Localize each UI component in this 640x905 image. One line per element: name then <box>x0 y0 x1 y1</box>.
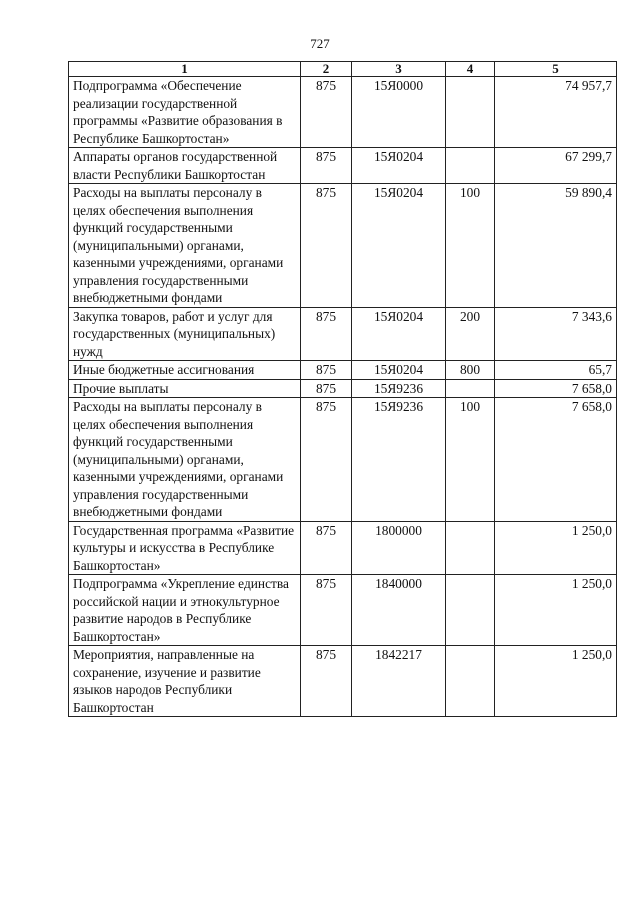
budget-table <box>68 61 617 717</box>
row-name: Расходы на выплаты персоналу в целях обеспечения выполнения функций государственными (муниципальными) органами, казенными учреждениями, органами управления государственными внебюджетными фондами <box>69 398 301 522</box>
row-expense-type <box>446 148 495 184</box>
row-target-code: 15Я0204 <box>352 361 446 380</box>
row-expense-type <box>446 379 495 398</box>
table-row <box>69 646 617 717</box>
table-row <box>69 398 617 522</box>
table-row <box>69 361 617 380</box>
row-expense-type <box>446 77 495 148</box>
row-amount: 7 658,0 <box>495 379 617 398</box>
column-header-2: 2 <box>301 62 352 77</box>
row-ministry-code: 875 <box>301 148 352 184</box>
row-amount: 74 957,7 <box>495 77 617 148</box>
row-amount: 7 343,6 <box>495 307 617 361</box>
row-expense-type <box>446 646 495 717</box>
page-number: 727 <box>310 36 330 51</box>
row-name: Подпрограмма «Укрепление единства российской нации и этнокультурное развитие народов в Республике Башкортостан» <box>69 575 301 646</box>
row-ministry-code: 875 <box>301 307 352 361</box>
row-amount: 7 658,0 <box>495 398 617 522</box>
row-amount: 65,7 <box>495 361 617 380</box>
row-name: Закупка товаров, работ и услуг для государственных (муниципальных) нужд <box>69 307 301 361</box>
table-row <box>69 575 617 646</box>
row-expense-type: 200 <box>446 307 495 361</box>
row-target-code: 1840000 <box>352 575 446 646</box>
row-target-code: 15Я0000 <box>352 77 446 148</box>
row-expense-type: 100 <box>446 398 495 522</box>
row-target-code: 15Я0204 <box>352 148 446 184</box>
row-ministry-code: 875 <box>301 575 352 646</box>
row-name: Аппараты органов государственной власти Республики Башкортостан <box>69 148 301 184</box>
row-expense-type: 100 <box>446 184 495 308</box>
row-target-code: 15Я0204 <box>352 307 446 361</box>
row-amount: 1 250,0 <box>495 646 617 717</box>
row-amount: 67 299,7 <box>495 148 617 184</box>
row-ministry-code: 875 <box>301 379 352 398</box>
row-ministry-code: 875 <box>301 398 352 522</box>
row-amount: 1 250,0 <box>495 575 617 646</box>
table-header-row <box>69 62 617 77</box>
column-header-1: 1 <box>69 62 301 77</box>
row-target-code: 15Я9236 <box>352 379 446 398</box>
row-ministry-code: 875 <box>301 646 352 717</box>
row-name: Расходы на выплаты персоналу в целях обеспечения выполнения функций государственными (муниципальными) органами, казенными учреждениями, органами управления государственными внебюджетными фондами <box>69 184 301 308</box>
column-header-5: 5 <box>495 62 617 77</box>
row-name: Государственная программа «Развитие культуры и искусства в Республике Башкортостан» <box>69 521 301 575</box>
column-header-4: 4 <box>446 62 495 77</box>
row-amount: 59 890,4 <box>495 184 617 308</box>
row-name: Иные бюджетные ассигнования <box>69 361 301 380</box>
row-name: Мероприятия, направленные на сохранение, изучение и развитие языков народов Республики Башкортостан <box>69 646 301 717</box>
row-name: Подпрограмма «Обеспечение реализации государственной программы «Развитие образования в Республике Башкортостан» <box>69 77 301 148</box>
table-row <box>69 307 617 361</box>
row-target-code: 15Я9236 <box>352 398 446 522</box>
table-row <box>69 521 617 575</box>
row-ministry-code: 875 <box>301 361 352 380</box>
table-row <box>69 184 617 308</box>
row-expense-type: 800 <box>446 361 495 380</box>
table-row <box>69 379 617 398</box>
row-ministry-code: 875 <box>301 521 352 575</box>
row-target-code: 1842217 <box>352 646 446 717</box>
row-ministry-code: 875 <box>301 77 352 148</box>
table-row <box>69 148 617 184</box>
row-name: Прочие выплаты <box>69 379 301 398</box>
row-amount: 1 250,0 <box>495 521 617 575</box>
row-target-code: 1800000 <box>352 521 446 575</box>
row-expense-type <box>446 575 495 646</box>
row-expense-type <box>446 521 495 575</box>
row-target-code: 15Я0204 <box>352 184 446 308</box>
table-row <box>69 77 617 148</box>
row-ministry-code: 875 <box>301 184 352 308</box>
column-header-3: 3 <box>352 62 446 77</box>
